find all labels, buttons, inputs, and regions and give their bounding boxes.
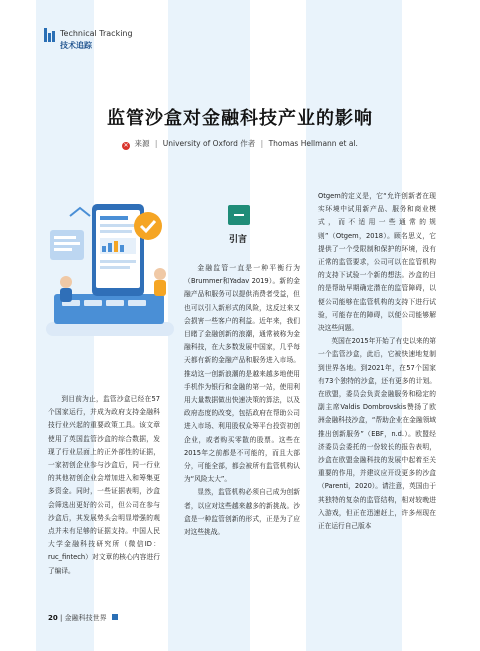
paragraph: 到目前为止，监管沙盒已经在57个国家运行，并成为政府支持金融科技行业兴起的重要政策工具。该文章使用了英国监管沙盒的综合数据，发现了行业层面上的正外部性的证据，一家初创企业参与沙盒后，同一行业的其他初创企业会增加进入和筹集更多资金。同时，一些证据表明，沙盒会筛选出更好的公司，但公司在参与沙盒后，其发展势头会明显增强的观点并未有足够的证据支持。中国人民大学金融科技研究所（微信ID：ruc_fintech）对文章的核心内容进行了编译。 [48, 395, 160, 575]
page-number: 20 [48, 614, 58, 622]
text-column-3 [318, 190, 436, 533]
journal-name: 金融科技世界 [64, 614, 107, 622]
source-label: 来源 [134, 139, 150, 148]
author-value: Thomas Hellmann et al. [268, 139, 358, 148]
paragraph: 金融监管一直是一种平衡行为（Brummer和Yadav 2019）。新的金融产品和服务可以提供消费者受益，但也可以引入新形式的风险，这反过来又会损害一些客户的利益。近年来，我们目睹了金融创新的浪潮，通常被称为金融科技，在大多数发展中国家，几乎每天都有新的金融产品和服务进入市场。推动这一创新浪潮的是越来越多地使用手机作为银行和金融的第一站，使用利用大量数据做出快速决策的算法，以及政府态度的改变，包括政府在帮助公司进入市场、利用股权众筹平台投资初创企业，或者购买零散的股票。这些在2015年之前都是不可能的，而且大部分，可能全部，都会被所有监管机构认为“风险太大”。 [184, 264, 300, 484]
paragraph: Otgem的定义是，它“允许创新者在现实环境中试用新产品、服务和商业模式，而不适用一些通常的规则”（Otgem，2018）。顾名思义，它提供了一个受限制和保护的环境，没有正常的监管要求，公司可以在监管机构的支持下试验一个新的想法。沙盒的目的是帮助早期确定潜在的监管障碍，以便公司能够在监管机构的支持下进行试验，可能存在的障碍，以便公司能够解决这些问题。 [318, 192, 436, 333]
report-logo-icon [44, 28, 56, 42]
text-column-1 [48, 393, 160, 578]
source-value: University of Oxford [162, 139, 238, 148]
journal-mark-icon [112, 614, 118, 620]
source-icon: ✕ [123, 142, 129, 149]
paragraph: 显然，监管机构必须自己成为创新者，以应对这些越来越多的新挑战。沙盒是一种监管创新的形式，正是为了应对这些挑战。 [184, 488, 300, 537]
byline: ✕ 来源 | University of Oxford 作者 | Thomas Hellmann et al. [123, 139, 358, 149]
section-heading: 引言 [228, 235, 247, 245]
text-column-2 [184, 262, 300, 539]
page-footer: 20 | 金融科技世界 [48, 613, 118, 623]
paragraph: 英国在2015年开始了有史以来的第一个监管沙盒，此后，它被快速地复制到世界各地。到2021年，在57个国家有73个独特的沙盒，还有更多的计划。在欧盟，委员会负责金融服务和稳定的副主席Valdis Dombrovskis赞扬了欧洲金融科技沙盒，“帮助企业在金融领域推出创新服务”（EBF，n.d.）。欧盟经济委员会委托的一份较长的报告表明，沙盒在欧盟金融科技的发展中起着至关重要的作用，并建议应开设更多的沙盒（Parenti，2020）。请注意，英国由于其独特的复杂的监管结构，相对较晚进入游戏，但正在迅速赶上，许多州现在正在运行自己版本 [318, 337, 436, 531]
section-box-icon [228, 205, 250, 225]
section-label-cn: 技术追踪 [60, 41, 92, 50]
author-label: 作者 [240, 139, 256, 148]
article-title: 监管沙盒对金融科技产业的影响 [107, 108, 373, 129]
section-label-en: Technical Tracking [60, 29, 133, 38]
fintech-illustration [40, 190, 180, 350]
